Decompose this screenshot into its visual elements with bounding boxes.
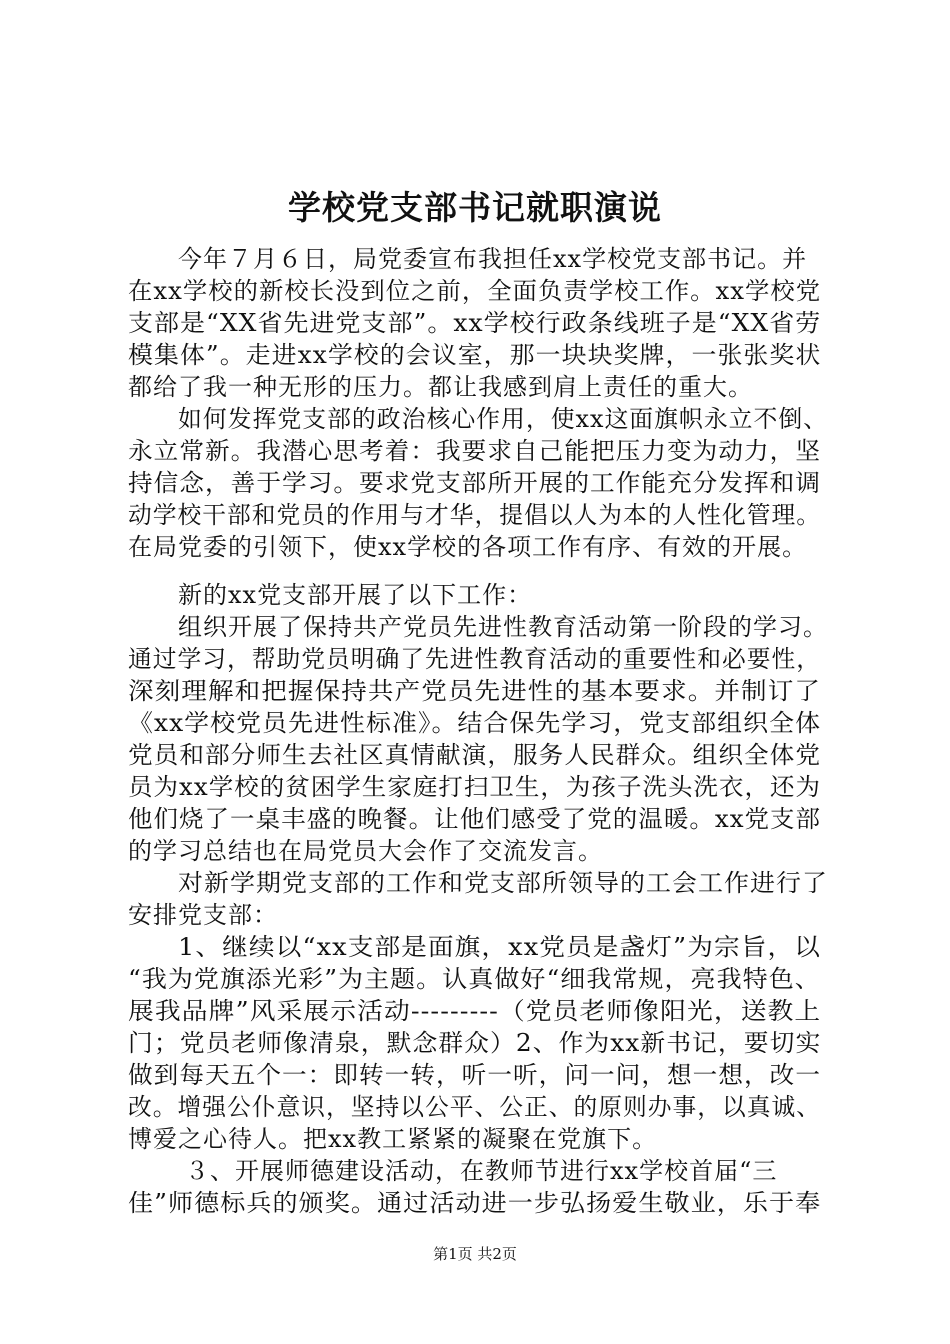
text-line: 员为xx学校的贫困学生家庭打扫卫生，为孩子洗头洗衣，还为	[128, 773, 822, 801]
text-line: “我为党旗添光彩”为主题。认真做好“细我常规，亮我特色、	[128, 965, 821, 993]
text-line: 改。增强公仆意识，坚持以公平、公正、的原则办事，以真诚、	[128, 1093, 821, 1121]
text-line: 《xx学校党员先进性标准》。结合保先学习，党支部组织全体	[128, 709, 822, 737]
text-line: 新的xx党支部开展了以下工作：	[178, 581, 533, 609]
text-line: 通过学习，帮助党员明确了先进性教育活动的重要性和必要性，	[128, 645, 821, 673]
text-line: 组织开展了保持共产党员先进性教育活动第一阶段的学习。	[178, 613, 828, 641]
text-line: ３、开展师德建设活动，在教师节进行xx学校首届“三	[185, 1157, 778, 1185]
text-line: 在xx学校的新校长没到位之前，全面负责学校工作。xx学校党	[128, 277, 822, 305]
document-title: 学校党支部书记就职演说	[288, 188, 662, 227]
text-line: 门；党员老师像清泉，默念群众）2、作为xx新书记，要切实	[128, 1029, 822, 1057]
text-line: 今年７月６日，局党委宣布我担任xx学校党支部书记。并	[178, 245, 808, 273]
text-line: 他们烧了一桌丰盛的晚餐。让他们感受了党的温暖。xx党支部	[128, 805, 822, 833]
text-line: 如何发挥党支部的政治核心作用，使xx这面旗帜永立不倒、	[178, 405, 829, 433]
text-line: 在局党委的引领下，使xx学校的各项工作有序、有效的开展。	[128, 533, 808, 561]
text-line: 博爱之心待人。把xx教工紧紧的凝聚在党旗下。	[128, 1125, 658, 1153]
text-line: 佳”师德标兵的颁奖。通过活动进一步弘扬爱生敬业，乐于奉	[128, 1189, 822, 1217]
text-line: 动学校干部和党员的作用与才华，提倡以人为本的人性化管理。	[128, 501, 821, 529]
text-line: 持信念，善于学习。要求党支部所开展的工作能充分发挥和调	[128, 469, 821, 497]
text-line: 的学习总结也在局党员大会作了交流发言。	[128, 837, 603, 865]
text-line: 党员和部分师生去社区真情献演，服务人民群众。组织全体党	[128, 741, 821, 769]
text-line: 深刻理解和把握保持共产党员先进性的基本要求。并制订了	[128, 677, 821, 705]
text-line: 都给了我一种无形的压力。都让我感到肩上责任的重大。	[128, 373, 753, 401]
text-line: 模集体”。走进xx学校的会议室，那一块块奖牌，一张张奖状	[128, 341, 822, 369]
text-line: 展我品牌”风采展示活动---------（党员老师像阳光，送教上	[128, 997, 822, 1025]
text-line: 对新学期党支部的工作和党支部所领导的工会工作进行了	[178, 869, 828, 897]
text-line: 永立常新。我潜心思考着：我要求自己能把压力变为动力，坚	[128, 437, 821, 465]
text-line: 做到每天五个一：即转一转，听一听，问一问，想一想，改一	[128, 1061, 821, 1089]
page-number-footer: 第1页 共2页	[433, 1245, 517, 1263]
text-line: 安排党支部：	[128, 901, 278, 929]
text-line: 支部是“XX省先进党支部”。xx学校行政条线班子是“XX省劳	[128, 309, 822, 337]
text-line: 1、继续以“xx支部是面旗，xx党员是盏灯”为宗旨，以	[178, 933, 821, 961]
